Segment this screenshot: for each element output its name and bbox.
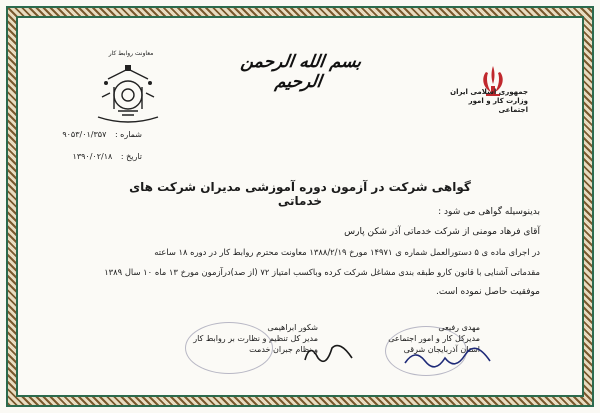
date-value: ۱۳۹۰/۰۲/۱۸ xyxy=(72,152,113,161)
signer-left-title-1: مدیر کل تنظیم و نظارت بر روابط کار xyxy=(193,334,318,343)
signer-left-title-2: و نظام جبران خدمت xyxy=(249,345,318,354)
signer-right-name: مهدی رفیعی xyxy=(438,323,480,332)
signature-right-icon xyxy=(400,343,500,373)
number-value: ۹۰۵۳/۰۱/۳۵۷ xyxy=(62,130,107,139)
emblem-line-1: جمهوری اسلامی ایران xyxy=(450,88,528,96)
body-line-2: مقدماتی آشنایی با قانون کارو طبقه بندی مشاغل شرکت کرده وباکسب امتیاز ۷۲ (از صد)درآزمون مورخ ۱۳ ماه ۱۰ سال ۱۳۸۹ xyxy=(104,267,540,277)
document-number xyxy=(42,130,142,139)
date-label: تاریخ : xyxy=(120,152,142,161)
ministry-caption xyxy=(446,88,528,115)
left-logo-caption: معاونت روابط کار xyxy=(108,50,154,57)
document-date xyxy=(42,152,142,161)
signer-left-name: شکور ابراهیمی xyxy=(267,323,318,332)
signer-right-title-1: مدیرکل کار و امور اجتماعی xyxy=(388,334,480,343)
signature-left-icon xyxy=(300,338,360,368)
signature-block-left xyxy=(168,322,318,355)
body-line-1: در اجرای ماده ی ۵ دستورالعمل شماره ی ۱۴۹۷۱ مورخ ۱۳۸۸/۲/۱۹ معاونت محترم روابط کار در دوره ۱۸ ساعته xyxy=(154,247,540,257)
basmala-calligraphy: بسم الله الرحمن الرحیم xyxy=(239,52,363,92)
labor-relations-logo-icon xyxy=(88,57,168,127)
name-line: آقای فرهاد مومنی از شرکت خدماتی آذر شکن پارس xyxy=(344,227,540,237)
intro-line: بدینوسیله گواهی می شود : xyxy=(438,207,540,217)
emblem-line-2: وزارت کار و امور اجتماعی xyxy=(468,97,528,114)
body-line-3: موفقیت حاصل نموده است. xyxy=(435,287,540,297)
number-label: شماره : xyxy=(114,130,142,139)
signer-right-title-2: استان آذربایجان شرقی xyxy=(403,345,480,354)
certificate-title: گواهی شرکت در آزمون دوره آموزشی مدیران شرکت های خدماتی xyxy=(129,180,471,208)
